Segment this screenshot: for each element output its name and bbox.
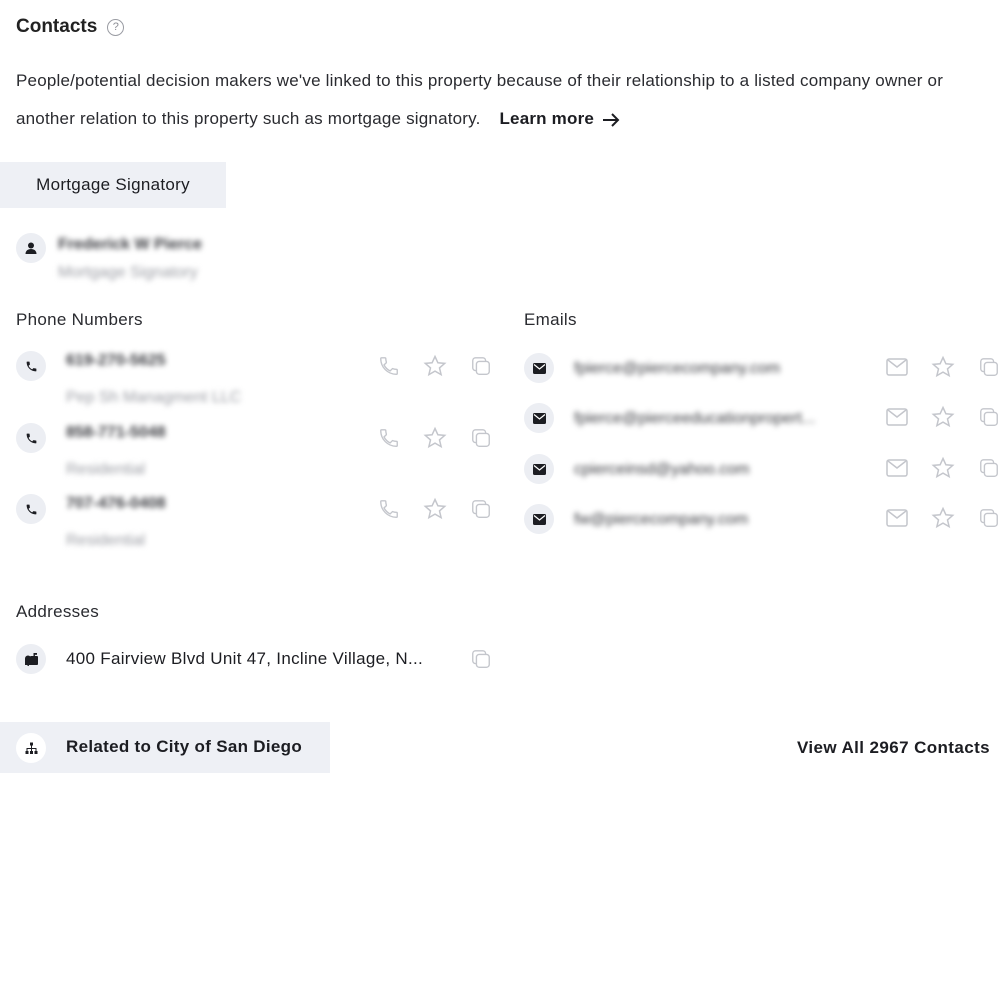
star-icon — [931, 355, 955, 379]
star-icon — [423, 354, 447, 378]
envelope-icon — [533, 464, 546, 475]
phone-icon — [25, 432, 38, 445]
learn-more-label: Learn more — [499, 109, 595, 128]
favorite-button[interactable] — [422, 353, 448, 379]
phone-outline-icon — [378, 355, 400, 377]
envelope-outline-icon — [886, 408, 908, 426]
copy-icon — [978, 507, 1000, 529]
email-icon-badge — [524, 504, 554, 534]
related-label: Related to City of San Diego — [66, 737, 303, 756]
phone-numbers-label: Phone Numbers — [16, 310, 143, 329]
address-icon-badge — [16, 644, 46, 674]
star-icon — [931, 405, 955, 429]
phone-type: Pep Sh Managment LLC — [66, 389, 242, 406]
phone-number: 707-476-0408 — [66, 495, 166, 512]
phone-icon-badge — [16, 494, 46, 524]
email-address: fpierce@pierceeducationpropert... — [574, 410, 816, 427]
envelope-outline-icon — [886, 509, 908, 527]
email-icon-badge — [524, 353, 554, 383]
email-address: fpierce@piercecompany.com — [574, 360, 781, 377]
copy-icon — [978, 406, 1000, 428]
phone-number: 619-270-5625 — [66, 352, 166, 369]
copy-button[interactable] — [468, 353, 494, 379]
emails-label: Emails — [524, 310, 577, 329]
phone-outline-icon — [378, 498, 400, 520]
address-actions — [468, 646, 494, 672]
learn-more-link[interactable] — [499, 109, 620, 128]
send-email-button[interactable] — [884, 455, 910, 481]
copy-icon — [470, 355, 492, 377]
envelope-icon — [533, 363, 546, 374]
copy-button[interactable] — [976, 354, 1000, 380]
phone-outline-icon — [378, 427, 400, 449]
star-icon — [931, 456, 955, 480]
copy-button[interactable] — [468, 425, 494, 451]
address-text: 400 Fairview Blvd Unit 47, Incline Village, N... — [66, 649, 424, 668]
arrow-right-icon — [602, 113, 620, 127]
send-email-button[interactable] — [884, 505, 910, 531]
email-actions — [884, 505, 1000, 531]
view-all-contacts-link[interactable]: View All 2967 Contacts — [796, 738, 990, 757]
email-icon-badge — [524, 403, 554, 433]
person-role: Mortgage Signatory — [58, 264, 198, 281]
person-name: Frederick W Pierce — [58, 236, 203, 253]
contacts-header — [16, 16, 124, 38]
org-chart-icon — [25, 742, 38, 755]
email-address: cpierceinsd@yahoo.com — [574, 461, 750, 478]
copy-button[interactable] — [976, 404, 1000, 430]
send-email-button[interactable] — [884, 354, 910, 380]
phone-actions — [376, 425, 494, 451]
contacts-description — [16, 62, 986, 138]
email-actions — [884, 354, 1000, 380]
tab-label: Mortgage Signatory — [36, 175, 190, 194]
favorite-button[interactable] — [422, 425, 448, 451]
phone-icon-badge — [16, 423, 46, 453]
favorite-button[interactable] — [930, 505, 956, 531]
copy-button[interactable] — [976, 455, 1000, 481]
call-button[interactable] — [376, 353, 402, 379]
favorite-button[interactable] — [930, 354, 956, 380]
addresses-label: Addresses — [16, 602, 100, 621]
mailbox-icon — [24, 653, 39, 666]
favorite-button[interactable] — [930, 455, 956, 481]
org-chart-badge — [16, 733, 46, 763]
star-icon — [931, 506, 955, 530]
call-button[interactable] — [376, 496, 402, 522]
copy-button[interactable] — [468, 496, 494, 522]
favorite-button[interactable] — [930, 404, 956, 430]
person-avatar — [16, 233, 46, 263]
tab-mortgage-signatory[interactable] — [0, 162, 226, 208]
person-icon — [25, 242, 37, 254]
question-circle-icon[interactable]: ? — [107, 19, 124, 36]
phone-icon — [25, 360, 38, 373]
star-icon — [423, 497, 447, 521]
phone-type: Residential — [66, 532, 146, 549]
copy-button[interactable] — [976, 505, 1000, 531]
email-actions — [884, 455, 1000, 481]
copy-icon — [470, 427, 492, 449]
envelope-icon — [533, 413, 546, 424]
email-address: fw@piercecompany.com — [574, 511, 749, 528]
phone-type: Residential — [66, 461, 146, 478]
copy-icon — [470, 498, 492, 520]
phone-number: 858-771-5048 — [66, 424, 166, 441]
description-text: People/potential decision makers we've linked to this property because of their relationship to a listed company owner or another relation to this property such as mortgage signatory. — [16, 71, 944, 128]
send-email-button[interactable] — [884, 404, 910, 430]
favorite-button[interactable] — [422, 496, 448, 522]
phone-actions — [376, 353, 494, 379]
copy-icon — [978, 457, 1000, 479]
envelope-outline-icon — [886, 358, 908, 376]
email-icon-badge — [524, 454, 554, 484]
email-actions — [884, 404, 1000, 430]
call-button[interactable] — [376, 425, 402, 451]
copy-icon — [470, 648, 492, 670]
page-title: Contacts — [16, 16, 98, 37]
related-company-chip[interactable] — [0, 722, 330, 773]
copy-button[interactable] — [468, 646, 494, 672]
phone-icon — [25, 503, 38, 516]
envelope-icon — [533, 514, 546, 525]
copy-icon — [978, 356, 1000, 378]
phone-icon-badge — [16, 351, 46, 381]
phone-actions — [376, 496, 494, 522]
star-icon — [423, 426, 447, 450]
envelope-outline-icon — [886, 459, 908, 477]
